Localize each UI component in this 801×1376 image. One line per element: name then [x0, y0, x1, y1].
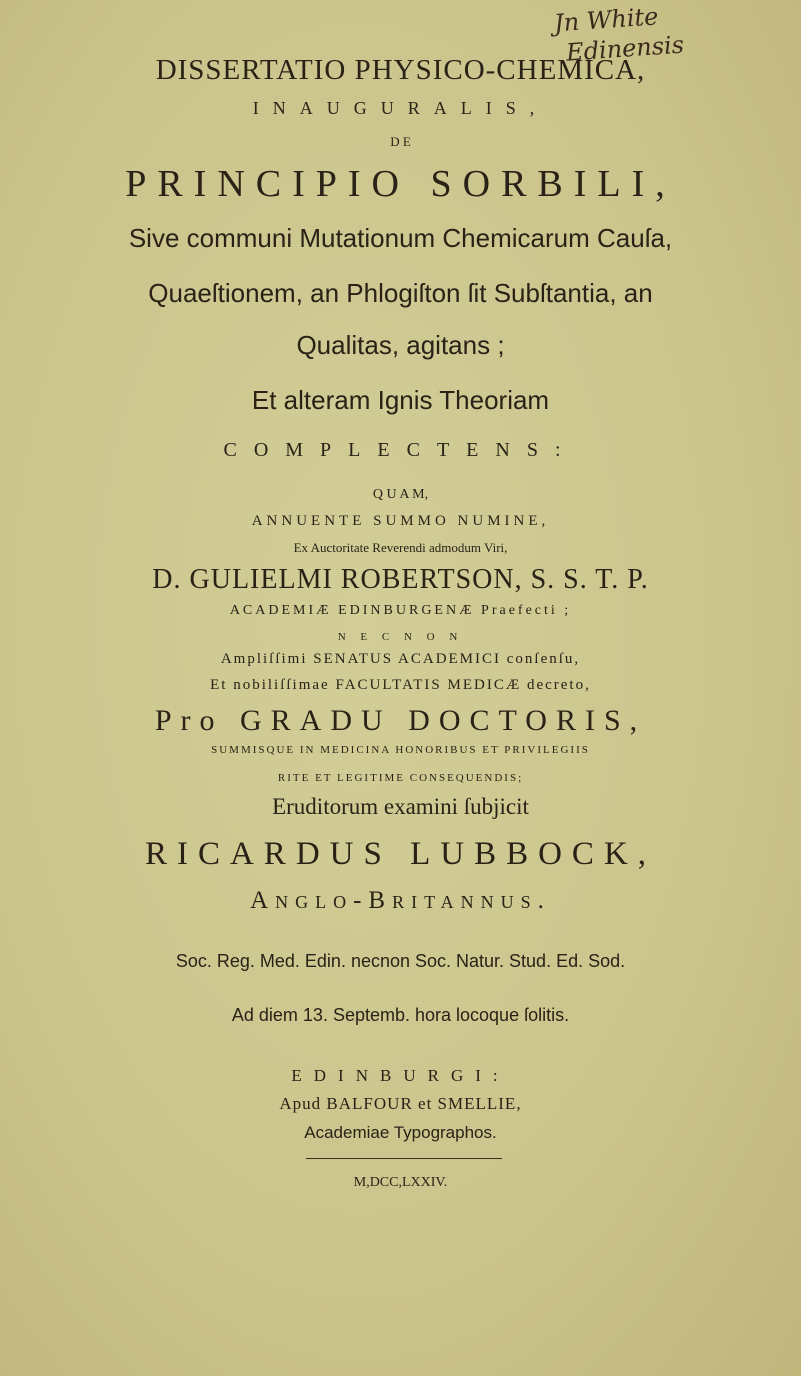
ad-diem-line: Ad diem 13. Septemb. hora locoque ſolitis.: [231, 1005, 570, 1025]
principio-sorbili: PRINCIPIO SORBILI,: [125, 163, 676, 205]
quam-line: Q U A M,: [372, 487, 429, 502]
complectens-line: COMPLECTENS:: [223, 439, 578, 461]
society-line: Soc. Reg. Med. Edin. necnon Soc. Natur. Stud. Ed. Sod.: [175, 951, 626, 971]
year-line: M,DCC,LXXIV.: [353, 1175, 448, 1190]
nec-non-line: N E C N O N: [337, 631, 464, 643]
signature-line: Jn White: [553, 2, 660, 38]
amplissimi-line: Ampliſſimi SENATUS ACADEMICI conſenſu,: [220, 651, 581, 667]
typographos-line: Academiae Typographos.: [304, 1123, 497, 1142]
qualitas-line: Qualitas, agitans ;: [296, 330, 505, 360]
sive-line: Sive communi Mutationum Chemicarum Cauſa,: [128, 223, 673, 253]
eruditorum-line: Eruditorum examini ſubjicit: [272, 794, 529, 819]
academiae-line: ACADEMIÆ EDINBURGENÆ Praefecti ;: [229, 603, 572, 618]
edinburgi-line: EDINBURGI:: [291, 1066, 510, 1085]
de-line: D E: [390, 134, 411, 149]
annuente-line: ANNUENTE SUMMO NUMINE,: [251, 513, 550, 529]
subtitle-inauguralis: INAUGURALIS,: [252, 98, 549, 118]
et-alteram-line: Et alteram Ignis Theoriam: [251, 385, 550, 415]
anglo-britannus-line: Anglo-Britannus.: [250, 887, 551, 914]
signature-line: Edinensis: [565, 30, 685, 67]
rite-line: RITE ET LEGITIME CONSEQUENDIS;: [277, 772, 524, 784]
main-title: DISSERTATIO PHYSICO-CHEMICA,: [155, 54, 646, 86]
author-name: RICARDUS LUBBOCK,: [144, 836, 657, 872]
apud-line: Apud BALFOUR et SMELLIE,: [279, 1094, 522, 1113]
divider-rule: [306, 1158, 502, 1159]
quaestionem-line: Quaeſtionem, an Phlogiſton ſit Subſtantia, an: [148, 278, 653, 308]
pro-gradu-line: Pro GRADU DOCTORIS,: [154, 704, 647, 737]
ex-auctoritate-line: Ex Auctoritate Reverendi admodum Viri,: [293, 540, 508, 555]
robertson-line: D. GULIELMI ROBERTSON, S. S. T. P.: [152, 564, 649, 595]
nobilissimae-line: Et nobiliſſimae FACULTATIS MEDICÆ decreto,: [210, 677, 591, 693]
summisque-line: SUMMISQUE IN MEDICINA HONORIBUS ET PRIVILEGIIS: [211, 744, 590, 756]
